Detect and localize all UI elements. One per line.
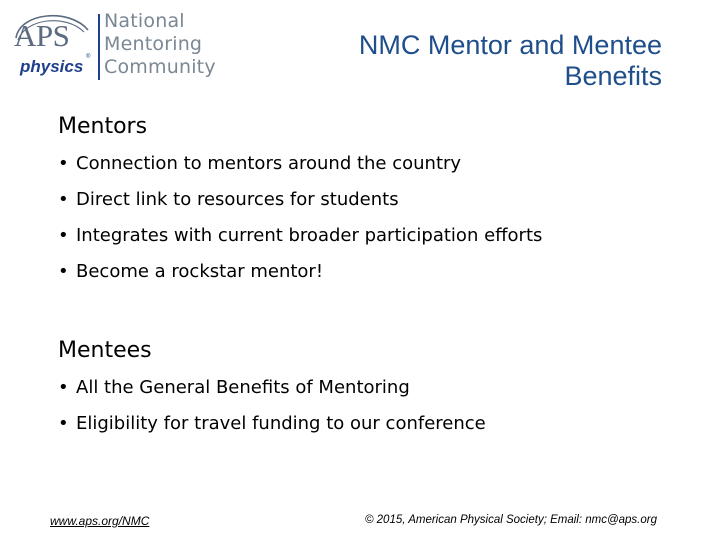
nmc-logo	[10, 8, 225, 84]
logo-word-mentoring: Mentoring	[104, 33, 203, 55]
slide-title-line-2: Benefits	[564, 61, 662, 91]
list-item	[58, 188, 542, 224]
mentees-list	[58, 376, 486, 448]
slide-title-line-1: NMC Mentor and Mentee	[358, 30, 662, 60]
list-item	[58, 260, 542, 296]
bullet-icon: •	[58, 225, 69, 246]
mentees-heading: Mentees	[58, 338, 152, 363]
list-item-text: Integrates with current broader participation efforts	[76, 225, 543, 246]
bullet-icon: •	[58, 377, 69, 398]
logo-divider	[98, 14, 100, 80]
bullet-icon: •	[58, 261, 69, 282]
list-item-text: Eligibility for travel funding to our conference	[76, 413, 486, 434]
logo-word-community: Community	[104, 56, 216, 78]
copyright-notice: © 2015, American Physical Society; Email: nmc@aps.org	[364, 514, 657, 526]
list-item	[58, 224, 542, 260]
bullet-icon: •	[58, 189, 69, 210]
bullet-icon: •	[58, 153, 69, 174]
mentors-heading: Mentors	[58, 114, 148, 139]
list-item-text: Connection to mentors around the country	[76, 153, 462, 174]
bullet-icon: •	[58, 413, 69, 434]
list-item-text: All the General Benefits of Mentoring	[76, 377, 410, 398]
list-item	[58, 152, 542, 188]
trademark-mark: ®	[86, 54, 91, 60]
list-item-text: Direct link to resources for students	[76, 189, 399, 210]
list-item	[58, 412, 486, 448]
aps-wordmark: APS	[14, 18, 70, 53]
physics-wordmark: physics	[20, 57, 84, 76]
slide-title	[242, 30, 662, 92]
logo-wordmark	[104, 10, 216, 79]
nmc-website-link[interactable]: www.aps.org/NMC	[50, 514, 150, 528]
logo-word-national: National	[104, 10, 185, 32]
list-item-text: Become a rockstar mentor!	[76, 261, 324, 282]
list-item	[58, 376, 486, 412]
mentors-list	[58, 152, 542, 296]
